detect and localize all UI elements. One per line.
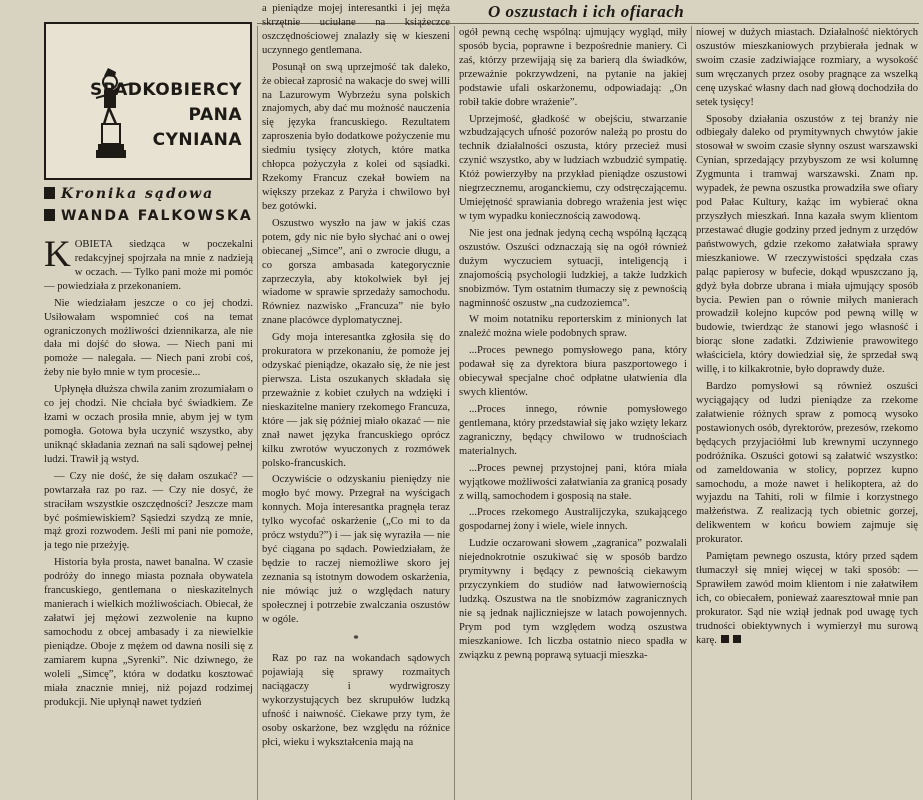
- logo-title-line3: CYNIANA: [152, 130, 242, 150]
- end-mark-icon: [721, 635, 729, 643]
- paragraph: a pieniądze mojej interesantki i jej męża skrzętnie uciułane na książeczce oszczędnościowej znalazły się w kieszeni uczynnego gentlemana.: [262, 3, 450, 56]
- paragraph: ...Proces pewnego pomysłowego pana, który podawał się za dyrektora biura paszportowego i obiecywał specjalne choć odpłatne ułatwienia dla swych klientów.: [459, 345, 687, 399]
- page-header-title: O oszustach i ich ofiarach: [488, 2, 685, 21]
- paragraph: Nie wiedziałam jeszcze o co jej chodzi. Usiłowałam wspomnieć coś na temat ograniczonych możliwości dziennikarza, ale nie dała mi dojść do słowa. — Niech pani mi pomoże — nalegała. — Niech pani zrobi coś, żeby nie było mnie w tym procesie...: [44, 297, 253, 379]
- rubric-label: Kronika sądowa: [61, 186, 215, 202]
- paragraph: ...Proces pewnej przystojnej pani, która miała wyjątkowe możliwości załatwiania za granicą posady z willą, samochodem i gosposią na stałe.: [459, 462, 687, 502]
- paragraph: — Czy nie dość, że się dałam oszukać? — powtarzała raz po raz. — Czy nie dosyć, że straciłam wszystkie oszczędności? Jeszcze mam być pośmiewiskiem? Sąsiedzi szydzą ze mnie, mąż grozi rozwodem. Jeśli mi pani nie pomoże, ja tego nie przeżyję.: [44, 470, 253, 552]
- paragraph: Gdy moja interesantka zgłosiła się do prokuratora w przekonaniu, że pomoże jej odzyskać pieniądze, okazało się, że nie jest pierwsza. Lista oszukanych składała się przeważnie z kobiet czułych na wdzięki i nieskazitelne maniery rzekomego Francuza, które — jak się później miało okazać — nie znał nawet języka francuskiego oprócz kilku zwrotów wyuczonych z rozmówek polsko-francuskich.: [262, 332, 450, 469]
- logo-title-line2: PANA: [188, 105, 242, 125]
- paragraph: Posunął on swą uprzejmość tak daleko, że obiecał zaprosić na wakacje do swej willi na Lazurowym Wybrzeżu syna polskich znajomych, aby dać mu możność nauczenia się języka francuskiego. Rezultatem zaproszenia było dodatkowe pożyczenie mu siedmiu tysięcy złotych, które matka chłopca pożyczyła z kolei od sąsiadki. Rzekomy Francuz czekał bowiem na większy przekaz z Paryża i chwilowo był bez gotówki.: [262, 61, 450, 212]
- article-column-4: [696, 0, 918, 800]
- section-separator: *: [353, 633, 359, 645]
- paragraph: Raz po raz na wokandach sądowych pojawiają się sprawy rozmaitych naciągaczy i wydrwigroszy wykorzystujących bez skrupułów ludzką ufność i naiwność. Ciekawe przy tym, że osoby oskarżone, bez względu na różnice płci, wieku i wykształcenia mają na: [262, 653, 450, 749]
- paragraph: ogół pewną cechę wspólną: ujmujący wygląd, miły sposób bycia, poprawne i bezpośrednie maniery. Ci zaś, którzy przewijają się za barierą dla świadków, przeważnie pokrzywdzeni, na pytanie na jakiej podstawie ufali oskarżonemu, odpowiadają: „On robił takie dobre wrażenie”.: [459, 27, 687, 108]
- paragraph: Historia była prosta, nawet banalna. W czasie podróży do innego miasta poznała obywatela francuskiego, gentlemana o nieskazitelnych manierach i wielkich możliwościach. Obiecał, że załatwi jej mężowi zezwolenie na kupno samochodu z obcej ambasady i za niewielkie pieniądze. Oboje z mężem od dawna nosili się z zamiarem kupna „Syrenki”. Nic dziwnego, że woleli „Simcę”, która w dodatku kosztować miała znacznie mniej, niż pojazd rodzimej produkcji. Nie upłynął nawet tydzień: [44, 557, 253, 708]
- paragraph: Uprzejmość, gładkość w obejściu, stwarzanie wzbudzających ufność pozorów należą po prostu do technik działalności oszusta, który przecież musi czynić wszystko, aby w ludziach wzbudzić sympatię. Któż powierzyłby na przykład pieniądze oszustowi niegrzecznemu, aroganckiemu, czy odstręczającemu. Umiejętność sprawiania dobrego wrażenia jest więc w tym wypadku koniecznością zawodową.: [459, 113, 687, 222]
- paragraph: Sposoby działania oszustów z tej branży nie odbiegały daleko od prymitywnych chwytów jakie stosował w swoim czasie słynny oszust warszawski Cynian, sprzedający przybyszom ze wsi kolumnę Zygmunta i tramwaj warszawski. Znam np. wypadek, że pewna oszustka prowadziła swe ofiary pod Pałac Kultury, każąc im wybierać okna przyszłych mieszkań. Inna kazała swym klientom przestawać długie godziny przed jednym z urzędów państwowych, gdzie rzekomo załatwiała sprawy mieszkaniowe. W rzeczywistości spędzała czas paląc papierosy w bufecie, dokąd wpuszczano ją, gdyż była dobrze ubrana i miała ujmujący sposób bycia. Pewien pan o równie miłych manierach prowadził kolejno kupców pod pewną willę w budowie, twierdząc że stanowi jego własność i biorąc słone zadatki. Zdziwienie prawowitego właściciela, który dowiedział się, że sprzedał swą willę, i to kilkakrotnie, było doprawdy duże.: [696, 113, 918, 376]
- paragraph: Ludzie oczarowani słowem „zagranica” pozwalali niejednokrotnie oszukiwać się w sposób bardzo prymitywny i będący z pewnością ciekawym przyczynkiem do studiów nad łatwowiernością ludzką. Oszustwa na tle snobizmów zagranicznych nie są jednak najliczniejsze w latach powojennych. Prym pod tym względem wodzą oszustwa mieszkaniowe. Ich liczba ostatnio nieco spadła w związku z pewną poprawą sytuacji mieszka-: [459, 538, 687, 661]
- paragraph: Pamiętam pewnego oszusta, który przed sądem tłumaczył się mniej więcej w taki sposób: — Sprawiłem zawód moim klientom i nie załatwiłem ich, co obiecałem, ponieważ zaaresztował mnie pan prokurator. Sąd nie wziął jednak pod uwagę tych trudności obiektywnych i wymierzył mu surową karę.: [696, 551, 918, 646]
- paragraph: niowej w dużych miastach. Działalność niektórych oszustów mieszkaniowych przybierała jednak w swoim czasie zadziwiające rozmiary, a wysokość sum wręczanych przez osoby pragnące za wszelką cenę uzyskać własny dach nad głową dochodziła do setek tysięcy!: [696, 27, 918, 108]
- article-column-2: [262, 0, 450, 800]
- column-divider: [257, 26, 258, 800]
- logo-title-line1: SPADKOBIERCY: [89, 80, 242, 100]
- column-divider: [454, 26, 455, 800]
- paragraph: ...Proces rzekomego Australijczyka, szukającego gospodarnej żony i wiele, wiele innych.: [459, 507, 687, 533]
- article-column-3: [459, 0, 687, 800]
- paragraph: Oszustwo wyszło na jaw w jakiś czas potem, gdy nic nie było słychać ani o owej obiecanej „Simce”, ani o zwrocie długu, a co gorsza ambasada kategorycznie zaprzeczyła, aby ktokolwiek był jej wiadome w sprawie sprzedaży samochodu. Równiez nazwisko „Francuza” nie było znane placówce dyplomatycznej.: [262, 217, 450, 327]
- paragraph: Upłynęła dłuższa chwila zanim zrozumiałam o co jej chodzi. Nie chciała być świadkiem. Ze łzami w oczach prosiła mnie, abym jej w tym pomogła. Gotowa była uczynić wszystko, aby uniknąć składania zeznań na sali sądowej pełnej ludzi. Trawił ją wstyd.: [44, 384, 253, 465]
- paragraph: Nie jest ona jednak jedyną cechą wspólną łączącą oszustów. Oszuści odznaczają się na ogół również dużym wyczuciem sytuacji, inteligencją i znajomością psychologii ludzkiej, a także ludzkich snobizmów. Tym ostatnim tłumaczy się z pewnością nagminność oszustw „na cudzoziemca”.: [459, 227, 687, 309]
- article-column-1: [44, 0, 253, 800]
- paragraph: W moim notatniku reporterskim z minionych lat znaleźć można wiele podobnych spraw.: [459, 314, 687, 340]
- paragraph: Bardzo pomysłowi są również oszuści wyciągający od ludzi pieniądze za rzekome załatwienie różnych spraw z pomocą wysoko postawionych osób, dyrektorów, prezesów, rzekomo będących przyjaciółmi lub krewnymi uczynnego podróżnika. Oszuści gotowi są załatwić wszystko: od zameldowania w stolicy, poprzez kupno samochodu, a może nawet i helikoptera, aż do wyjazdu na Tahiti, roli w filmie i korzystnego małżeństwa. Z realizacją tych obietnic gorzej, delikwentem w końcu bowiem zajmuje się prokurator.: [696, 381, 918, 546]
- paragraph: ...Proces innego, równie pomysłowego gentlemana, który przedstawiał się jako wzięty lekarz zagraniczny, będący chwilowo w trudnościach materialnych.: [459, 403, 687, 457]
- drop-cap: K: [44, 234, 71, 275]
- author-name: WANDA FALKOWSKA: [61, 208, 253, 224]
- paragraph: KOBIETA siedząca w poczekalni redakcyjnej spojrzała na mnie z nadzieją w oczach. — Tylko pani może mi pomóc — powiedziała z przekonaniem.: [44, 234, 253, 292]
- column-divider: [691, 26, 692, 800]
- end-mark-icon: [733, 635, 741, 643]
- paragraph: Oczywiście o odzyskaniu pieniędzy nie mogło być mowy. Przegrał na wyścigach konnych. Moja interesantka pragnęła teraz tylko wycofać oskarżenie („Co mi to da prócz wstydu?”) i — jak się wyraziła — nie być ciągana po sądach. Powiedziałam, że będzie to raczej niemożliwe skoro jej zeznania są istotnym dowodem oskarżenia, nie mówiąc już o względach natury społecznej i potrzebie zwalczania oszustów w ogóle.: [262, 474, 450, 625]
